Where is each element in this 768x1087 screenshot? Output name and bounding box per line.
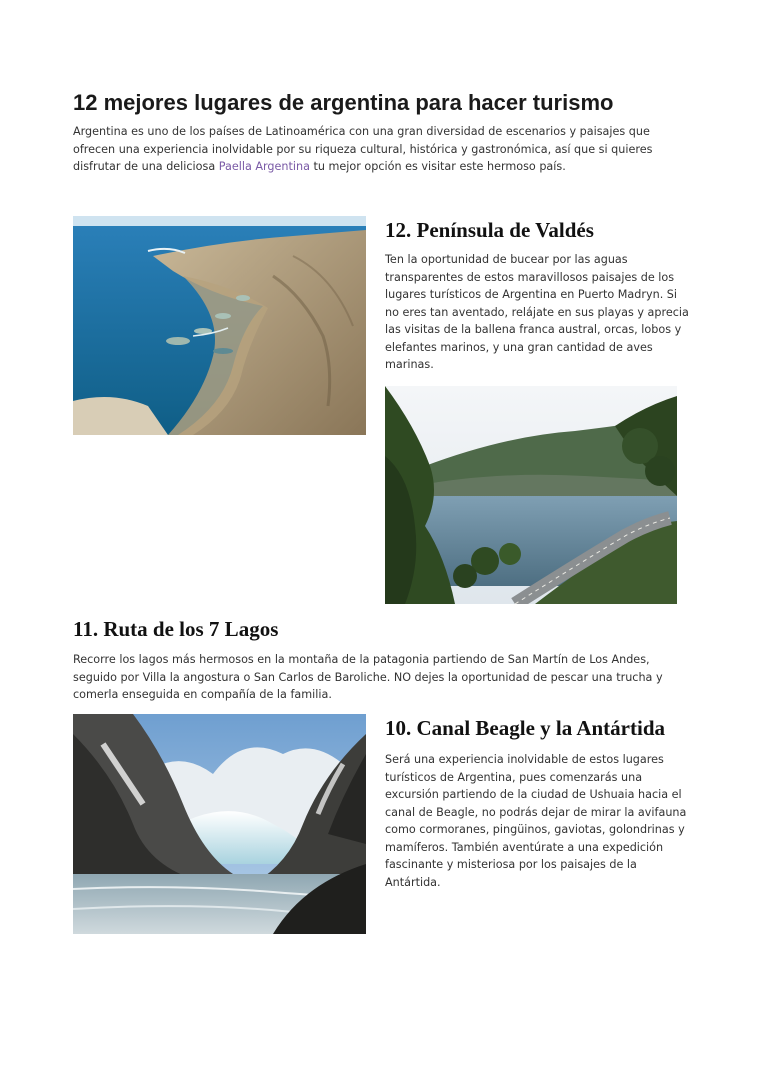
intro-text-end: tu mejor opción es visitar este hermoso país. xyxy=(309,160,566,173)
paella-argentina-link[interactable]: Paella Argentina xyxy=(218,160,310,173)
section-text-peninsula-valdes: Ten la oportunidad de bucear por las aguas transparentes de estos maravillosos paisajes de los lugares turísticos de Argentina en Puerto Madryn. Si no eres tan aventado, relájate en sus playas y aprecia las visitas de la ballena franca austral, orcas, lobos y elefantes marinos, y una gran cantidad de aves marinas. xyxy=(385,253,689,371)
peninsula-valdes-photo xyxy=(73,216,366,435)
section-heading-canal-beagle: 10. Canal Beagle y la Antártida xyxy=(385,716,666,740)
intro-text-start: Argentina es uno de los países de Latinoamérica con una gran diversidad de escenarios y paisajes que ofrecen una experiencia inolvidable por su riqueza cultural, histórica y gastronómica, así que si quieres disfrutar de una deliciosa xyxy=(73,125,653,173)
section-heading-ruta-siete-lagos: 11. Ruta de los 7 Lagos xyxy=(73,617,279,641)
page-title: 12 mejores lugares de argentina para hacer turismo xyxy=(73,90,614,115)
ruta-siete-lagos-photo xyxy=(385,386,677,604)
section-heading-peninsula-valdes: 12. Península de Valdés xyxy=(385,218,594,242)
canal-beagle-photo xyxy=(73,714,366,934)
section-text-canal-beagle: Será una experiencia inolvidable de estos lugares turísticos de Argentina, pues comenzarás una excursión partiendo de la ciudad de Ushuaia hacia el canal de Beagle, no podrás dejar de mirar la avifauna como cormoranes, pingüinos, gaviotas, golondrinas y mamíferos. También aventúrate a una expedición fascinante y misteriosa por los paisajes de la Antártida. xyxy=(385,753,687,889)
section-text-ruta-siete-lagos: Recorre los lagos más hermosos en la montaña de la patagonia partiendo de San Martín de Los Andes, seguido por Villa la angostura o San Carlos de Baroliche. NO dejes la oportunidad de pescar una trucha y comerla enseguida en compañía de la familia. xyxy=(73,653,663,701)
intro-paragraph xyxy=(73,123,673,176)
